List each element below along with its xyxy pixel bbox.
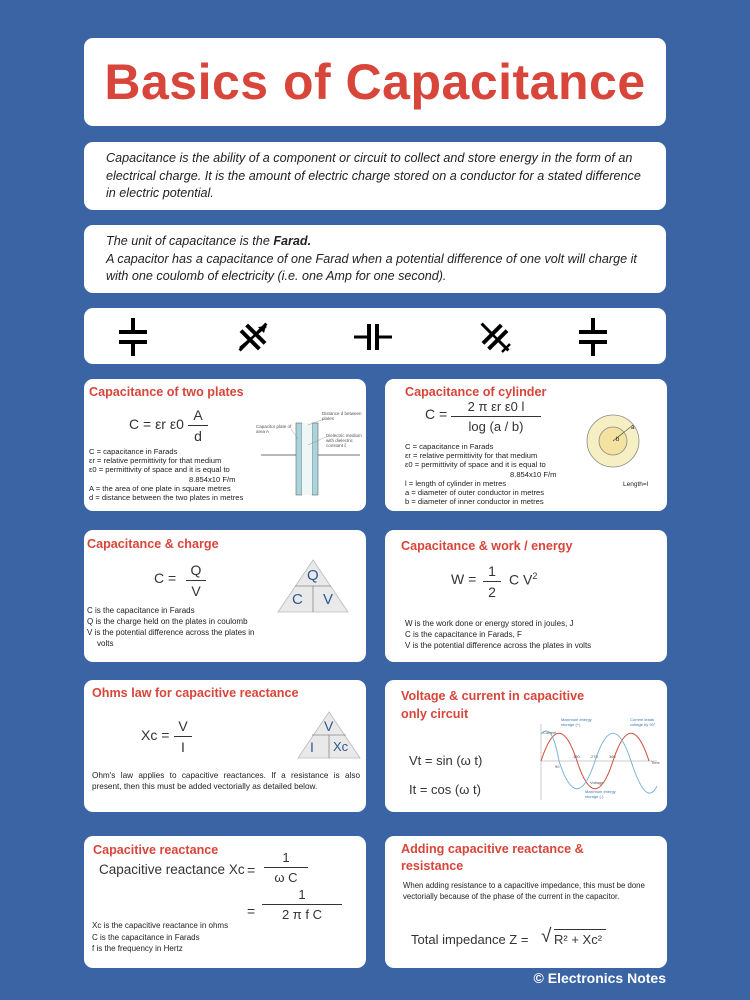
reactance-equals-2: = bbox=[247, 903, 256, 919]
reactance-definitions bbox=[92, 920, 272, 955]
vi-heading-line1: Voltage & current in capacitive bbox=[401, 689, 585, 703]
def-line: εr = relative permittivity for that medium bbox=[89, 456, 222, 466]
ohms-lhs: Xc = bbox=[141, 727, 170, 743]
plate-area-label: Capacitor plate of area A bbox=[256, 424, 292, 434]
def-line: a = diameter of outer conductor in metres bbox=[405, 488, 545, 498]
ohms-denominator: I bbox=[181, 739, 185, 755]
def-line: C = capacitance in Farads bbox=[89, 447, 178, 456]
two-plates-denominator: d bbox=[194, 428, 202, 444]
ohms-text: Ohm's law applies to capacitive reactances. If a resistance is also present, then this must be added vectorially as detailed below. bbox=[92, 771, 360, 791]
variable-capacitor-symbol-icon bbox=[234, 318, 272, 356]
symbols-panel bbox=[84, 308, 666, 364]
graph-label-time: Time bbox=[651, 760, 660, 765]
impedance-card bbox=[385, 836, 667, 968]
def-line: f is the frequency in Hertz bbox=[92, 944, 183, 953]
cylinder-diagram bbox=[585, 413, 641, 469]
two-plates-card bbox=[84, 379, 366, 511]
cylinder-denominator: log (a / b) bbox=[468, 419, 524, 434]
ohms-card bbox=[84, 680, 366, 812]
charge-fraction bbox=[186, 562, 206, 599]
triangle-i: I bbox=[310, 739, 314, 755]
vi-heading-line2: only circuit bbox=[401, 707, 469, 721]
dielectric-label: Dielectric medium with dielectric constant ξ bbox=[326, 433, 362, 448]
vi-current-equation: It = cos (ω t) bbox=[409, 782, 481, 797]
def-line: V is the potential difference across the plates in volts bbox=[405, 641, 592, 650]
reactance-numerator-1: 1 bbox=[264, 850, 308, 868]
cylinder-lhs: C = bbox=[425, 406, 448, 422]
def-line: C is the capacitance in Farads bbox=[92, 932, 200, 942]
def-line: Q is the charge held on the plates in coulomb bbox=[87, 617, 248, 626]
charge-lhs: C = bbox=[154, 570, 177, 586]
graph-tick-360: 360 bbox=[609, 754, 616, 759]
two-plates-lhs: C = εr ε0 bbox=[129, 416, 184, 432]
triangle-c: C bbox=[292, 591, 303, 608]
reactance-denominator-2: 2 π f C bbox=[281, 907, 323, 922]
two-plates-numerator: A bbox=[188, 407, 208, 426]
unit-line1 bbox=[106, 233, 644, 251]
cylinder-definitions bbox=[405, 442, 605, 506]
energy-card bbox=[385, 530, 667, 662]
vi-card bbox=[385, 680, 667, 812]
energy-denominator: 2 bbox=[488, 584, 496, 600]
energy-fraction bbox=[483, 563, 501, 600]
charge-numerator: Q bbox=[186, 562, 206, 581]
reactance-numerator-2: 1 bbox=[262, 887, 342, 905]
ohms-fraction bbox=[174, 718, 192, 755]
two-plates-heading: Capacitance of two plates bbox=[89, 385, 244, 399]
def-line: ε0 = permittivity of space and it is equal to bbox=[405, 460, 546, 470]
graph-label-current-leads: Current leads voltage by 90° bbox=[630, 717, 656, 727]
title-panel bbox=[84, 38, 666, 126]
def-line: b = diameter of inner conductor in metres bbox=[405, 497, 544, 507]
graph-label-max-positive: Maximum energy storage (+) bbox=[561, 717, 592, 727]
copyright: © Electronics Notes bbox=[533, 970, 666, 986]
intro-panel bbox=[84, 142, 666, 210]
reactance-fraction-2 bbox=[262, 887, 342, 922]
energy-heading: Capacitance & work / energy bbox=[401, 539, 573, 553]
impedance-text: When adding resistance to a capacitive impedance, this must be done vectorially because of the phase of the current in the capacitor. bbox=[403, 881, 645, 901]
def-line: Xc is the capacitive reactance in ohms bbox=[92, 921, 229, 930]
energy-squared: 2 bbox=[532, 571, 538, 581]
def-line: 8.854x10 F/m bbox=[189, 474, 236, 484]
cylinder-card bbox=[385, 379, 667, 511]
charge-heading: Capacitance & charge bbox=[87, 537, 219, 551]
reactance-denominator-1: ω C bbox=[274, 870, 298, 885]
energy-numerator: 1 bbox=[483, 563, 501, 582]
graph-label-current: Current bbox=[543, 730, 557, 735]
unit-line2: A capacitor has a capacitance of one Farad when a potential difference of one volt will charge it with one coulomb of electricity (i.e. one Amp for one second). bbox=[106, 251, 637, 283]
cylinder-length-label: Length=l bbox=[623, 481, 649, 488]
electrolytic-capacitor-symbol-icon bbox=[574, 318, 612, 356]
unit-panel bbox=[84, 225, 666, 293]
triangle-xc: Xc bbox=[333, 739, 349, 754]
distance-label: Distance d between plates bbox=[322, 411, 362, 421]
cylinder-b-label: b bbox=[616, 437, 620, 443]
trimmer-capacitor-symbol-icon bbox=[476, 318, 514, 356]
unit-farad: Farad. bbox=[273, 234, 312, 248]
def-line: C = capacitance in Farads bbox=[405, 442, 494, 451]
graph-tick-90: 90 bbox=[555, 764, 560, 769]
cylinder-numerator: 2 π εr ε0 l bbox=[451, 399, 541, 417]
def-line: d = distance between the two plates in metres bbox=[89, 493, 244, 503]
charge-denominator: V bbox=[191, 583, 201, 599]
energy-definitions bbox=[405, 618, 655, 651]
def-line: l = length of cylinder in metres bbox=[405, 478, 507, 488]
intro-text: Capacitance is the ability of a component or circuit to collect and store energy in the form of an electrical charge. It is the amount of electric charge stored on a conductor for a stated difference in electric potential. bbox=[106, 151, 641, 200]
ohms-numerator: V bbox=[174, 718, 192, 737]
energy-lhs: W = bbox=[451, 571, 477, 587]
graph-tick-270: 270 bbox=[591, 754, 598, 759]
polarised-capacitor-symbol-icon bbox=[354, 318, 392, 356]
reactance-lhs: Capacitive reactance Xc bbox=[99, 862, 245, 877]
def-line: W is the work done or energy stored in joules, J bbox=[405, 619, 574, 628]
def-line: A = the area of one plate in square metres bbox=[89, 483, 231, 493]
graph-label-voltage: Voltage bbox=[590, 780, 604, 785]
reactance-heading: Capacitive reactance bbox=[93, 843, 219, 857]
impedance-radicand: R² + Xc² bbox=[554, 929, 606, 947]
two-plates-fraction bbox=[188, 407, 208, 444]
sqrt-symbol-icon: √ bbox=[541, 926, 552, 947]
vi-voltage-equation: Vt = sin (ω t) bbox=[409, 753, 483, 768]
triangle-q: Q bbox=[307, 567, 319, 584]
graph-tick-180: 180 bbox=[573, 754, 580, 759]
reactance-card bbox=[84, 836, 366, 968]
capacitor-symbol-icon bbox=[114, 318, 152, 356]
page-title: Basics of Capacitance bbox=[104, 54, 646, 110]
unit-line1-prefix: The unit of capacitance is the bbox=[106, 234, 274, 248]
def-line: C is the capacitance in Farads, F bbox=[405, 630, 522, 639]
reactance-fraction-1 bbox=[264, 850, 308, 885]
cylinder-heading: Capacitance of cylinder bbox=[405, 385, 547, 399]
cylinder-fraction bbox=[451, 399, 541, 434]
def-line: εr = relative permittivity for that medium bbox=[405, 451, 538, 461]
def-line: ε0 = permittivity of space and it is equal to bbox=[89, 465, 230, 475]
reactance-equals-1: = bbox=[247, 862, 256, 878]
parallel-plates-diagram bbox=[256, 409, 364, 499]
triangle-v: V bbox=[324, 718, 334, 734]
graph-label-max-negative: Maximum energy storage (-) bbox=[585, 789, 616, 799]
energy-cv: C V bbox=[509, 571, 533, 588]
charge-definitions bbox=[87, 605, 287, 649]
def-line: 8.854x10 F/m bbox=[510, 469, 557, 479]
charge-card bbox=[84, 530, 366, 662]
ohms-heading: Ohms law for capacitive reactance bbox=[92, 686, 299, 700]
impedance-lhs: Total impedance Z = bbox=[411, 932, 529, 947]
impedance-heading-line2: resistance bbox=[401, 859, 464, 873]
def-line: C is the capacitance in Farads bbox=[87, 606, 195, 615]
cylinder-a-label: a bbox=[631, 425, 635, 431]
triangle-v: V bbox=[323, 591, 334, 608]
impedance-heading-line1: Adding capacitive reactance & bbox=[401, 842, 584, 856]
energy-rhs bbox=[509, 571, 537, 588]
def-line: volts bbox=[97, 639, 114, 648]
def-line: V is the potential difference across the plates in bbox=[87, 628, 255, 637]
